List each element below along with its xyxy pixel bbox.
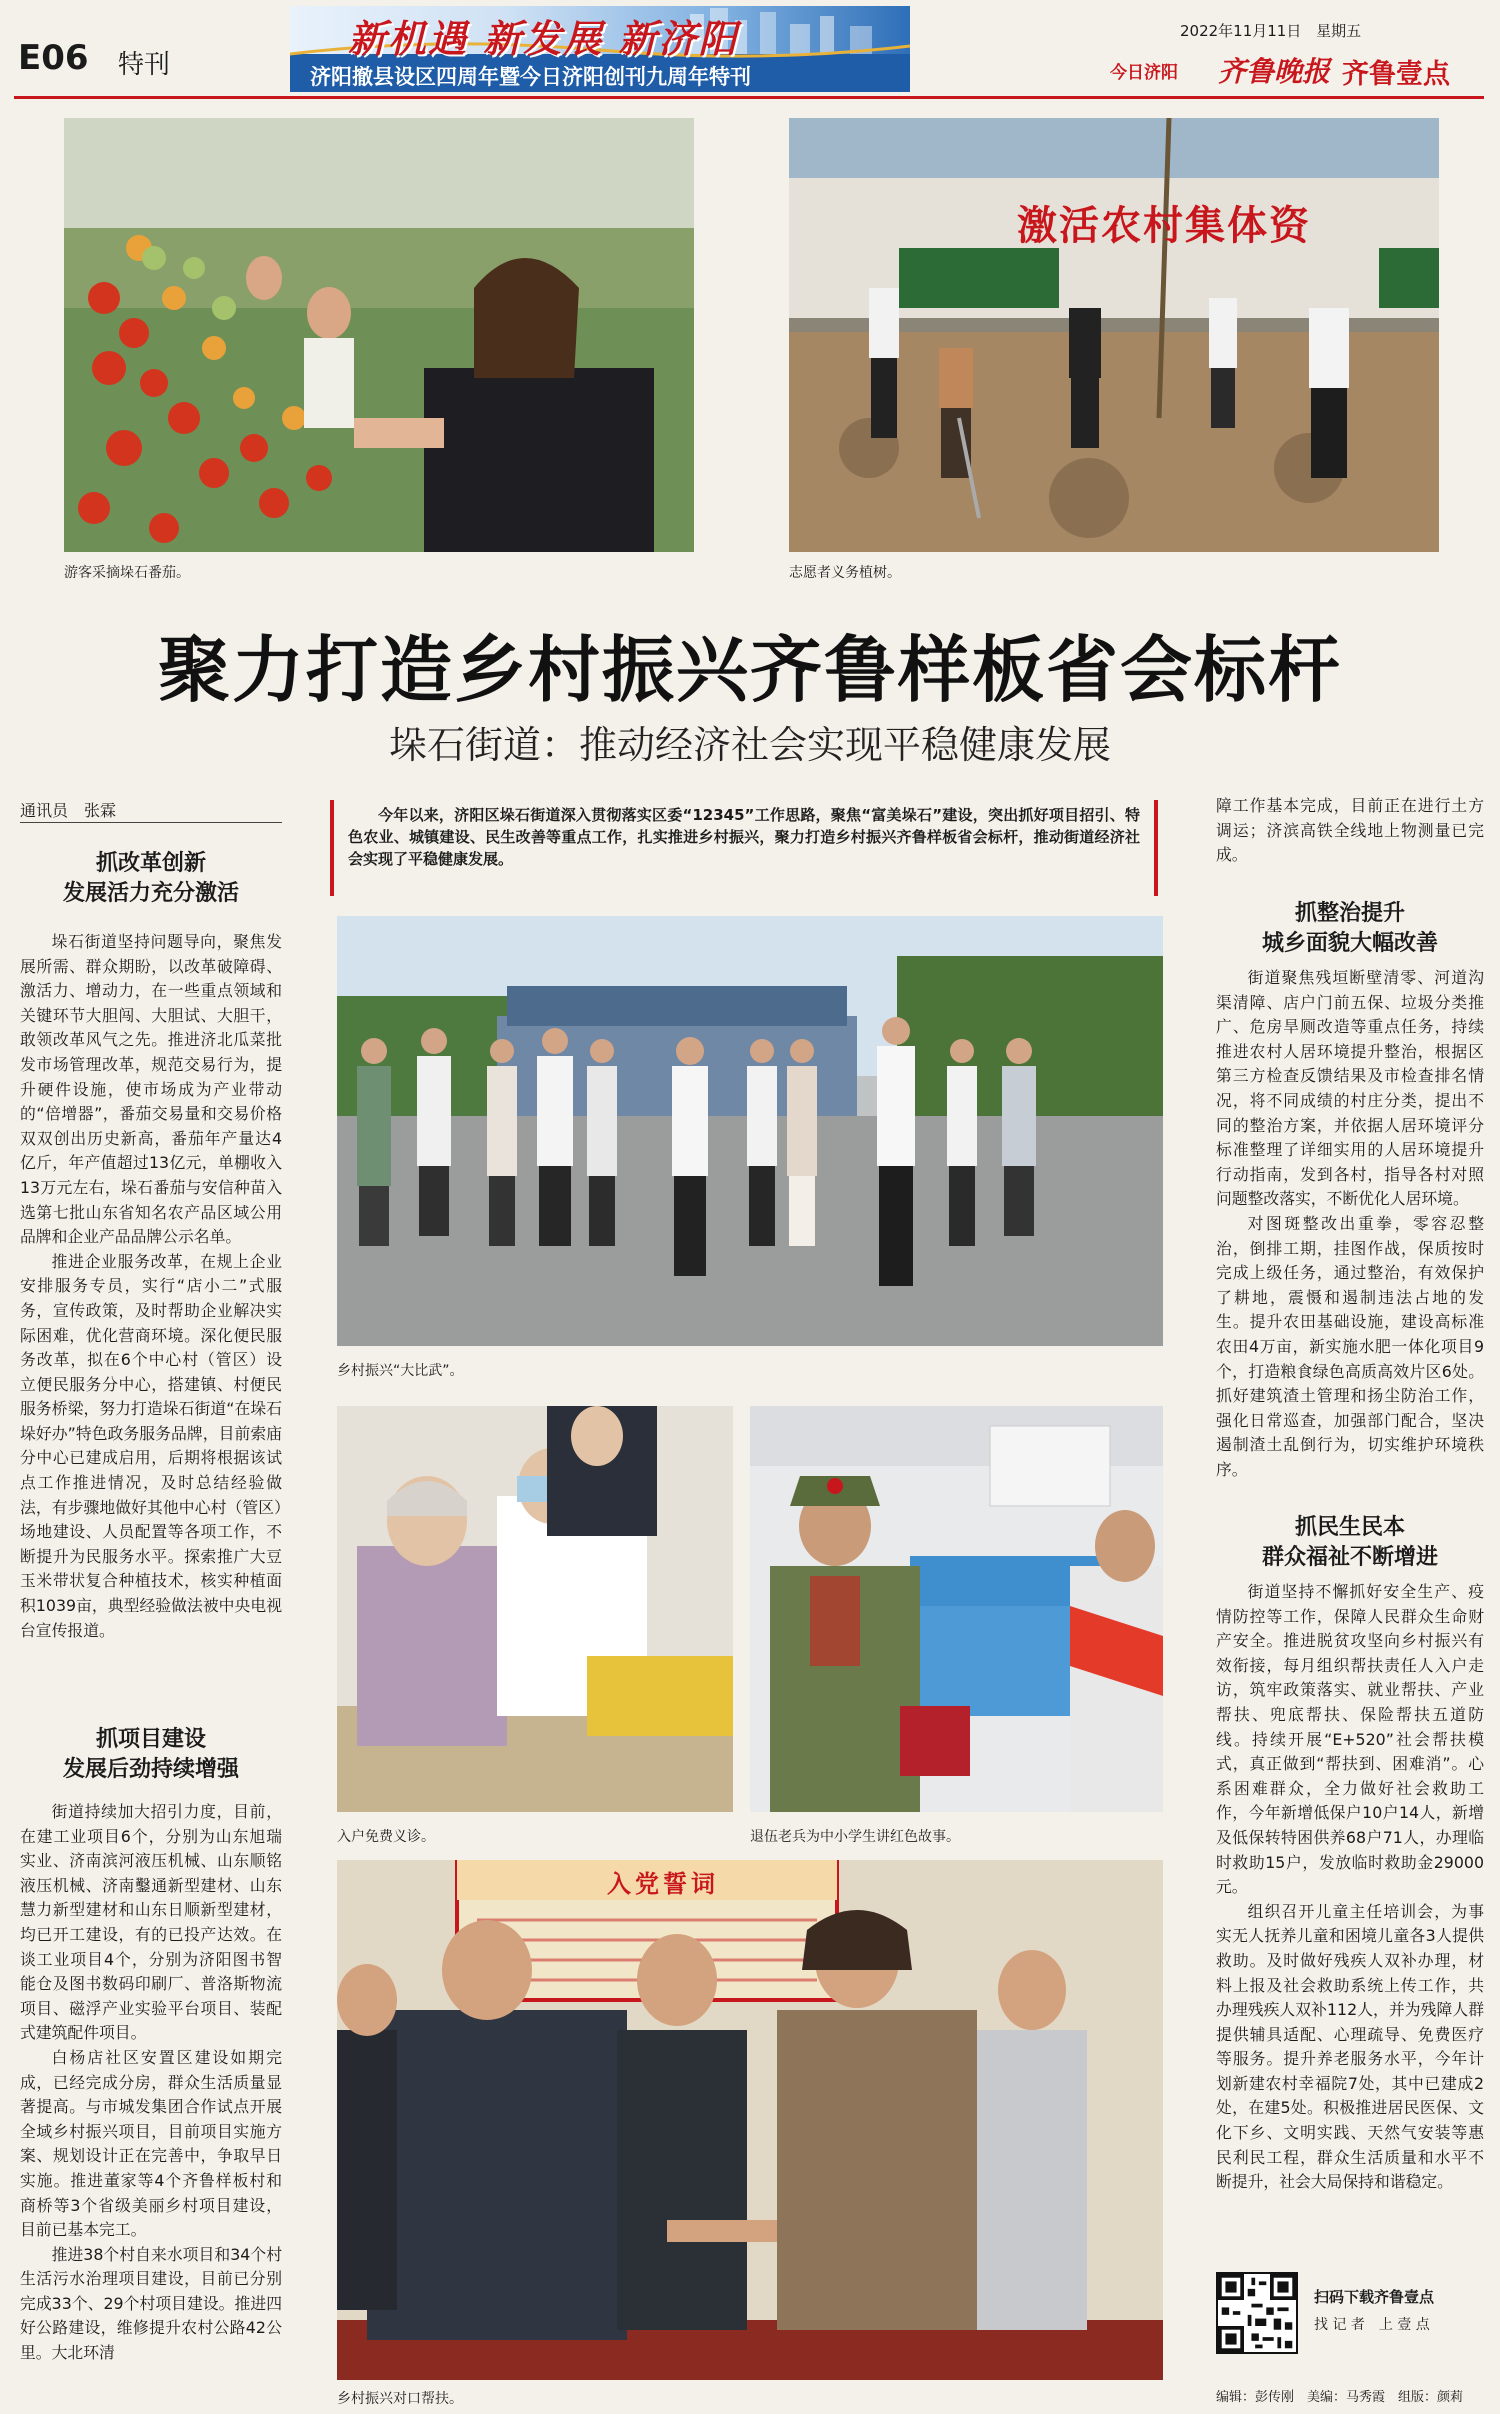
caption-trees: 志愿者义务植树。 [789, 565, 901, 581]
intro-box [330, 800, 1158, 896]
app-logo: 齐鲁壹点 [1342, 59, 1450, 90]
caption-handshake: 乡村振兴对口帮扶。 [337, 2391, 463, 2407]
editor-credits: 编辑：彭传刚 美编：马秀霞 组版：颜莉 [1216, 2390, 1464, 2405]
heading-improve [1216, 898, 1484, 958]
improve-paragraph-2: 对图斑整改出重拳，零容忍整治，倒排工期，挂图作战，保质按时完成上级任务，通过整治，有效保护了耕地，震慑和遏制违法占地的发生。提升农田基础设施，建设高标准农田4万亩，新实施水肥一体化项目9个，打造粮食绿色高质高效片区6处。抓好建筑渣土管理和扬尘防治工作，强化日常巡查，加强部门配合，坚决遏制渣土乱倒行为，切实维护环境秩序。 [1216, 1213, 1484, 1479]
weekday-text: 星期五 [1316, 22, 1362, 40]
photo-tree-planting [789, 118, 1439, 552]
pledge-board-title: 入党誓词 [607, 1869, 719, 1898]
project-paragraph-1: 街道持续加大招引力度，目前，在建工业项目6个，分别为山东旭瑞实业、济南滨河液压机械、山东顺铭液压机械、济南鑿通新型建材、山东慧力新型建材和山东日顺新型建材，均已开工建设，有的已投产达效。在谈工业项目4个，分别为济阳图书智能仓及图书数码印刷厂、普洛斯物流项目、磁浮产业实验平台项目、装配式建筑配件项目。 [20, 1802, 282, 2043]
heading-reform-line1: 抓改革创新 [95, 850, 206, 876]
photo-veteran-story [750, 1406, 1163, 1812]
project-paragraph-2: 白杨店社区安置区建设如期完成，已经完成分房，群众生活质量显著提高。与市城发集团合作试点开展全域乡村振兴项目，目前项目实施方案、规划设计正在完善中，争取早日实施。推进董家等4个齐鲁样板村和商桥等3个省级美丽乡村项目建设，目前已基本完工。 [20, 2047, 282, 2240]
banner-subtitle: 济阳撤县设区四周年暨今日济阳创刊九周年特刊 [310, 65, 751, 89]
qr-caption-2: 找 记 者 上 壹 点 [1314, 2317, 1430, 2333]
byline-rule [20, 822, 282, 823]
heading-improve-line2: 城乡面貌大幅改善 [1261, 930, 1438, 956]
caption-clinic: 入户免费义诊。 [337, 1829, 435, 1845]
people-paragraph-1: 街道坚持不懈抓好安全生产、疫情防控等工作，保障人民群众生命财产安全。推进脱贫攻坚向乡村振兴有效衔接，每月组织帮扶责任人入户走访，筑牢政策落实、就业帮扶、产业帮扶、兜底帮扶、保险帮扶五道防线。持续开展“E+520”社会帮扶模式，真正做到“帮扶到、困难消”。心系困难群众，全力做好社会救助工作，今年新增低保户10户14人，新增及低保转特困供养68户71人，办理临时救助15户，发放临时救助金29000元。 [1216, 1582, 1484, 1897]
project-paragraph-3: 推进38个村自来水项目和34个村生活污水治理项目建设，目前已分别完成33个、29个村项目建设。推进四好公路建设，维修提升农村公路42公里。大北环清 [20, 2244, 282, 2363]
caption-contest: 乡村振兴“大比武”。 [337, 1363, 464, 1379]
photo-tomato-picking [64, 118, 694, 552]
banner-title: 新机遇 新发展 新济阳 [348, 16, 739, 61]
heading-reform-line2: 发展活力充分激活 [62, 880, 239, 906]
date-text: 2022年11月11日 [1180, 22, 1302, 40]
people-paragraph-2: 组织召开儿童主任培训会，为事实无人抚养儿童和困境儿童各3人提供救助。及时做好残疾人双补办理，材料上报及社会救助系统上传工作，共办理残疾人双补112人，并为残障人群提供辅具适配、心理疏导、免费医疗等服务。提升养老服务水平，今年计划新建农村幸福院7处，其中已建成2处，在建5处。积极推进居民医保、文化下乡、文明实践、天然气安装等惠民利民工程，群众生活质量和水平不断提升，社会大局保持和谐稳定。 [1216, 1901, 1484, 2192]
heading-project-line1: 抓项目建设 [95, 1726, 206, 1752]
heading-people-line2: 群众福祉不断增进 [1261, 1544, 1438, 1570]
newspaper-logo: 齐鲁晚报 [1218, 55, 1331, 88]
column3-continued-text: 障工作基本完成，目前正在进行土方调运；济滨高铁全线地上物测量已完成。 [1216, 796, 1484, 865]
heading-project [20, 1724, 282, 1784]
main-headline: 聚力打造乡村振兴齐鲁样板省会标杆 [157, 627, 1342, 712]
intro-text: 今年以来，济阳区垛石街道深入贯彻落实区委“12345”工作思路，聚焦“富美垛石”建设，突出抓好项目招引、特色农业、城镇建设、民生改善等重点工作，扎实推进乡村振兴，聚力打造乡村振兴齐鲁样板省会标杆，推动街道经济社会实现了平稳健康发展。 [348, 806, 1140, 868]
heading-people [1216, 1512, 1484, 1572]
column3-continued [1216, 794, 1484, 868]
heading-people-line1: 抓民生民本 [1294, 1514, 1405, 1540]
special-issue-banner [290, 6, 910, 92]
reform-body [20, 930, 298, 1643]
heading-reform [20, 848, 282, 908]
heading-project-line2: 发展后劲持续增强 [62, 1756, 239, 1782]
people-body [1216, 1580, 1484, 2195]
caption-tomato: 游客采摘垛石番茄。 [64, 565, 190, 581]
photo-village-contest [337, 916, 1163, 1346]
qr-code[interactable] [1216, 2272, 1298, 2354]
partner-name: 今日济阳 [1110, 63, 1178, 83]
photo-handshake [337, 1860, 1163, 2380]
qr-code-icon [1218, 2274, 1296, 2352]
reform-paragraph-2: 推进企业服务改革，在规上企业安排服务专员，实行“店小二”式服务，宣传政策，及时帮助企业解决实际困难，优化营商环境。深化便民服务改革，拟在6个中心村（管区）设立便民服务分中心，搭建镇、村便民服务桥梁，努力打造垛石街道“在垛石 垛好办”特色政务服务品牌，目前索庙分中心已建成启用，后期将根据该试点工作推进情况，及时总结经验做法，有步骤地做好其他中心村（管区）场地建设、人员配置等各项工作，不断提升为民服务水平。探索推广大豆玉米带状复合种植技术，核实种植面积1039亩，典型经验做法被中央电视台宣传报道。 [20, 1251, 298, 1640]
caption-veteran: 退伍老兵为中小学生讲红色故事。 [750, 1829, 960, 1845]
improve-body [1216, 966, 1484, 1482]
byline: 通讯员 张霖 [20, 801, 117, 820]
section-name: 特刊 [118, 50, 171, 80]
project-body [20, 1800, 282, 2366]
photo-free-clinic [337, 1406, 733, 1812]
wall-slogan: 激活农村集体资 [1017, 202, 1311, 249]
reform-paragraph-1: 垛石街道坚持问题导向，聚焦发展所需、群众期盼，以改革破障碍、激活力、增动力，在一些重点领域和关键环节大胆闯、大胆试、大胆干，敢领改革风气之先。推进济北瓜菜批发市场管理改革，规范交易行为，提升硬件设施，使市场成为产业带动的“倍增器”，番茄交易量和交易价格双双创出历史新高，番茄年产量达4亿斤，年产值超过13亿元，单棚收入13万元左右，垛石番茄与安信种苗入选第七批山东省知名农产品区域公用品牌和企业产品品牌公示名单。 [20, 932, 282, 1247]
issue-date [1180, 20, 1361, 41]
page-number: E06 [18, 38, 89, 78]
heading-improve-line1: 抓整治提升 [1294, 900, 1405, 926]
sub-headline: 垛石街道：推动经济社会实现平稳健康发展 [388, 723, 1111, 767]
improve-paragraph-1: 街道聚焦残垣断壁清零、河道沟渠清障、店户门前五保、垃圾分类推广、危房旱厕改造等重点任务，持续推进农村人居环境提升整治，根据区第三方检查反馈结果及市检查排名情况，将不同成绩的村庄分类，提出不同的整治方案，并依据人居环境评分标准整理了详细实用的人居环境提升行动指南，发到各村，指导各村对照问题整改落实，不断优化人居环境。 [1216, 968, 1484, 1209]
masthead-rule [14, 96, 1484, 99]
qr-caption-1: 扫码下载齐鲁壹点 [1314, 2288, 1435, 2306]
